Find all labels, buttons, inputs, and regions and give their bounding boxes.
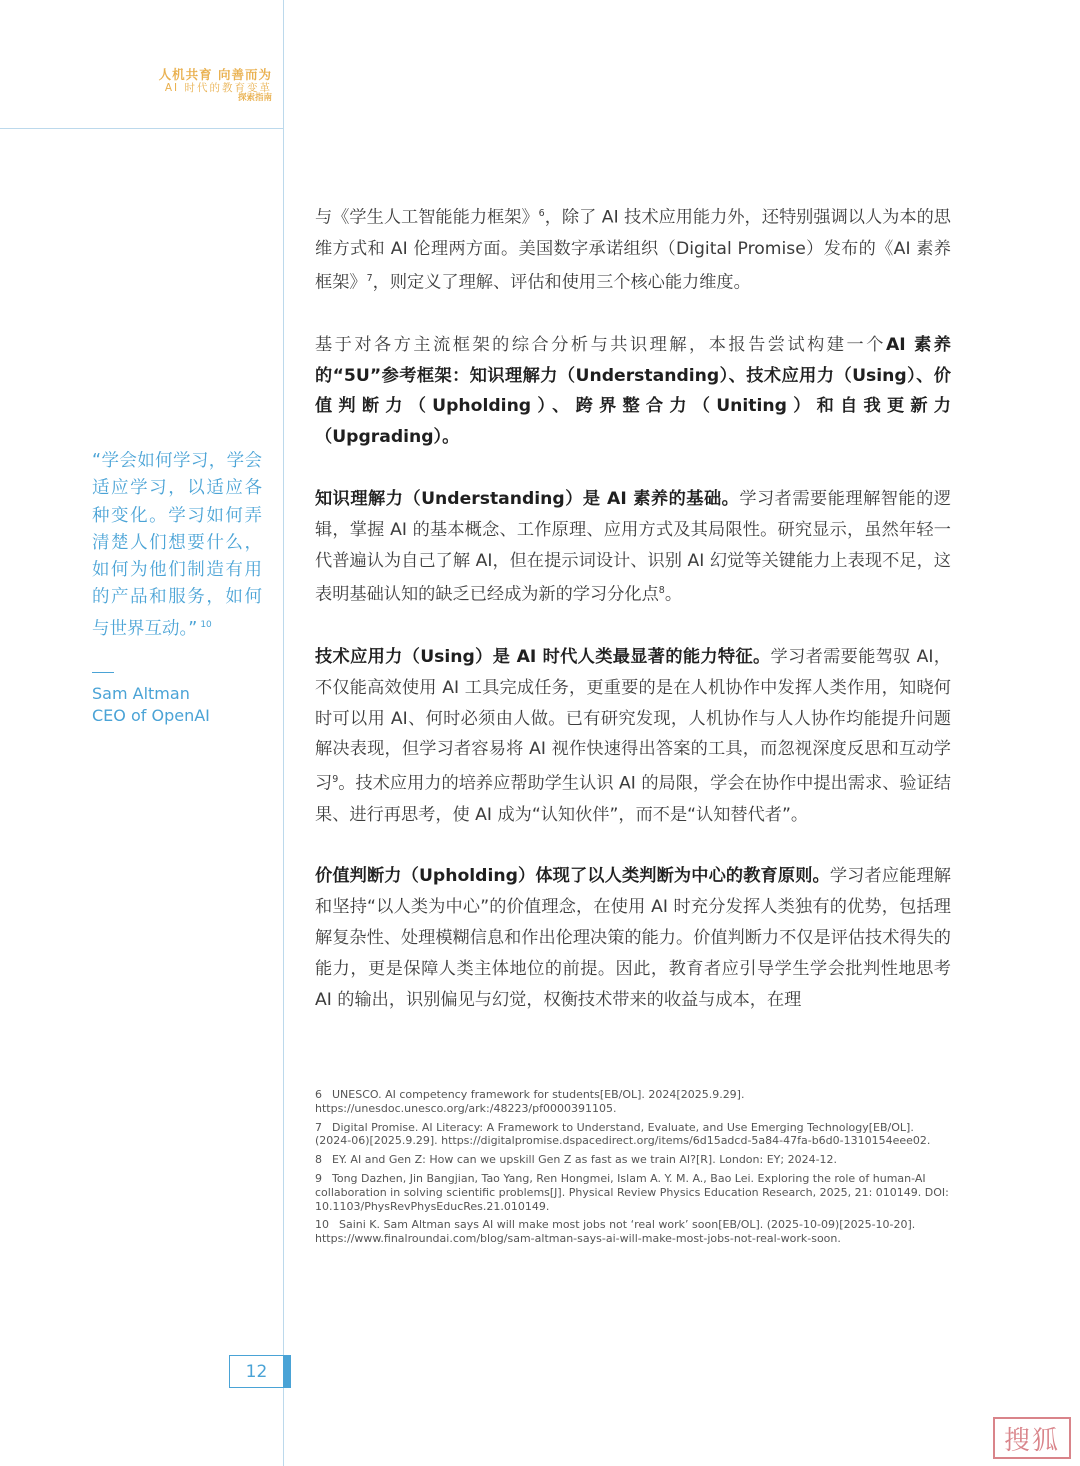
p3-bold: 知识理解力（Understanding）是 AI 素养的基础。 (315, 489, 740, 510)
p3-end: 。 (664, 585, 683, 606)
pull-quote-ref: 10 (200, 619, 212, 630)
paragraph-2 (315, 330, 951, 453)
paragraph-4 (315, 642, 951, 831)
p1-text-a: 与《学生人工智能能力框架》 (315, 207, 539, 228)
footnote-text: Digital Promise. AI Literacy: A Framework to Understand, Evaluate, and Use Emerging Technology[EB/OL]. (2024-06)[2025.9.29]. https://digitalpromise.dspacedirect.org/items/6d15adcd-5a84-47fa-b6d0-1310154eee02. (315, 1120, 931, 1148)
p5-text: 学习者应能理解和坚持“以人类为中心”的价值理念，在使用 AI 时充分发挥人类独有的优势，包括理解复杂性、处理模糊信息和作出伦理决策的能力。价值判断力不仅是评估技术得失的能力，更是保障人类主体地位的前提。因此，教育者应引导学生学会批判性地思考 AI 的输出，识别偏见与幻觉，权衡技术带来的收益与成本，在理 (315, 866, 951, 1010)
footnote-text: UNESCO. AI competency framework for students[EB/OL]. 2024[2025.9.29]. https://unesdoc.unesco.org/ark:/48223/pf0000391105. (315, 1088, 745, 1115)
footnote-6 (315, 1088, 951, 1116)
footnote-text: EY. AI and Gen Z: How can we upskill Gen Z as fast as we train AI?[R]. London: EY; 2024-12. (332, 1153, 838, 1167)
p2-text: 基于对各方主流框架的综合分析与共识理解，本报告尝试构建一个 (315, 334, 886, 355)
header-subtitle: AI 时代的教育变革 (164, 82, 272, 95)
page-number-bar (284, 1355, 291, 1388)
footnote-10 (315, 1218, 951, 1246)
paragraph-5 (315, 861, 951, 1015)
footnote-text: Tong Dazhen, Jin Bangjian, Tao Yang, Ren Hongmei, Islam A. Y. M. A., Bao Lei. Exploring the role of human-AI collaboration in solving scientific problems[J]. Physical Review Physics Education Research, 2025, 21: 010149. DOI: 10.1103/PhysRevPhysEducRes.21.010149. (315, 1171, 949, 1213)
vertical-divider (283, 0, 284, 1466)
footnote-ref-6[interactable]: 6 (538, 208, 545, 219)
footnote-number: 8 (315, 1153, 322, 1167)
pull-quote (92, 448, 262, 643)
p5-bold: 价值判断力（Upholding）体现了以人类判断为中心的教育原则。 (315, 866, 830, 887)
p3-text: 学习者需要能理解智能的逻辑，掌握 AI 的基本概念、工作原理、应用方式及其局限性。研究显示，虽然年轻一代普遍认为自己了解 AI，但在提示词设计、识别 AI 幻觉等关键能力上表现不足，这表明基础认知的缺乏已经成为新的学习分化点 (315, 489, 951, 606)
quote-author-title: CEO of OpenAI (92, 706, 210, 725)
quote-attribution (92, 672, 210, 727)
footnote-number: 6 (315, 1088, 322, 1101)
p4-bold: 技术应用力（Using）是 AI 时代人类最显著的能力特征。 (315, 646, 771, 667)
p2-bold: AI 素养的“5U”参考框架：知识理解力（Understanding）、技术应用力（Using）、价值判断力（Upholding）、跨界整合力（Uniting）和自我更新力（Upgrading）。 (315, 334, 951, 448)
footnotes (315, 1088, 951, 1251)
paragraph-3 (315, 484, 951, 611)
footnote-ref-8[interactable]: 8 (658, 585, 665, 597)
p1-text-c: ，则定义了理解、评估和使用三个核心能力维度。 (372, 273, 751, 294)
header-caption: 探索指南 (237, 93, 272, 104)
header-title: 人机共育 向善而为 (158, 67, 272, 82)
running-header (159, 68, 272, 104)
footnote-text: Saini K. Sam Altman says AI will make most jobs not ‘real work’ soon[EB/OL]. (2025-10-09)[2025-10-20]. https://www.finalroundai.com/blog/sam-altman-says-ai-will-make-most-jobs-not-real-work-soon. (315, 1218, 916, 1246)
footnote-number: 9 (315, 1171, 322, 1185)
footnote-9 (315, 1172, 951, 1213)
p1-text-b: ，除了 AI 技术应用能力外，还特别强调以人为本的思维方式和 AI 伦理两方面。美国数字承诺组织（Digital Promise）发布的《AI 素养框架》 (315, 207, 951, 294)
sohu-watermark-stamp: 搜狐 (993, 1417, 1071, 1459)
header-divider (0, 128, 284, 129)
footnote-8 (315, 1153, 951, 1167)
paragraph-1 (315, 199, 951, 299)
footnote-number: 10 (315, 1218, 329, 1232)
footnote-ref-9[interactable]: 9 (332, 774, 339, 786)
p4-text: 学习者需要能驾驭 AI，不仅能高效使用 AI 工具完成任务，更重要的是在人机协作中发挥人类作用，知晓何时可以用 AI、何时必须由人做。已有研究发现，人机协作与人人协作均能提升问题解决表现，但学习者容易将 AI 视作快速得出答案的工具，而忽视深度反思和互动学习 (315, 646, 951, 794)
page-number: 12 (229, 1355, 284, 1388)
footnote-7 (315, 1121, 951, 1149)
quote-author: Sam Altman (92, 684, 190, 703)
footnote-ref-7[interactable]: 7 (366, 273, 373, 285)
pull-quote-text: “学会如何学习，学会适应学习，以适应各种变化。学习如何弄清楚人们想要什么，如何为他们制造有用的产品和服务，如何与世界互动。” (92, 451, 262, 639)
p4-end: 。技术应用力的培养应帮助学生认识 AI 的局限，学会在协作中提出需求、验证结果、进行再思考，使 AI 成为“认知伙伴”，而不是“认知替代者”。 (315, 773, 951, 825)
footnote-number: 7 (315, 1120, 322, 1134)
attribution-dash (92, 672, 114, 673)
main-text (315, 199, 951, 1046)
